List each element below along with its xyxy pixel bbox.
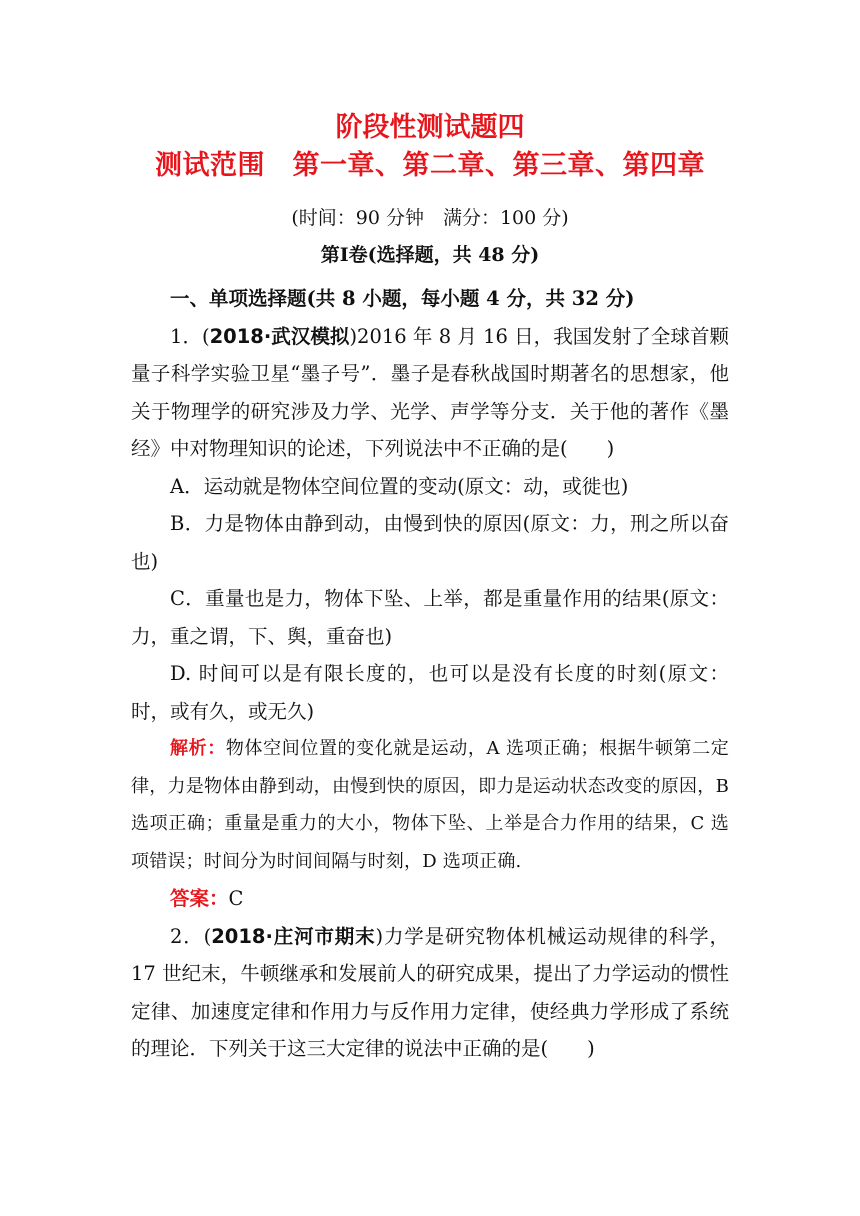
part-heading: 一、单项选择题(共 8 小题，每小题 4 分，共 32 分) (170, 287, 635, 310)
option-d: D. 时间可以是有限长度的，也可以是没有长度的时刻(原文：时，或有久，或无久) (131, 662, 729, 723)
question-number: 2．( (170, 924, 212, 948)
analysis (131, 730, 729, 880)
question-content (131, 280, 729, 1068)
question-number: 1．( (170, 324, 210, 348)
option-c: C．重量也是力，物体下坠、上举，都是重量作用的结果(原文：力，重之谓，下、舆，重奋也) (131, 587, 729, 648)
time-and-score-info: (时间：90 分钟 满分：100 分) (291, 207, 569, 229)
answer-value: C (228, 887, 244, 910)
answer (131, 880, 729, 918)
question-stem: )力学是研究物体机械运动规律的科学，17 世纪末，牛顿继承和发展前人的研究成果，提出了力学运动的惯性定律、加速度定律和作用力与反作用力定律，使经典力学形成了系统的理论．下列关于这三大定律的说法中正确的是( ) (131, 924, 729, 1060)
test-scope-subtitle: 测试范围 第一章、第二章、第三章、第四章 (155, 150, 705, 181)
option-a: A．运动就是物体空间位置的变动(原文：动，或徙也) (170, 474, 629, 498)
question-1 (131, 318, 729, 468)
question-source: 2018·庄河市期末 (211, 924, 376, 948)
page-title: 阶段性测试题四 (335, 112, 525, 143)
question-2 (131, 918, 729, 1068)
answer-label: 答案： (170, 887, 229, 910)
question-stem: )2016 年 8 月 16 日，我国发射了全球首颗量子科学实验卫星“墨子号”．墨子是春秋战国时期著名的思想家，他关于物理学的研究涉及力学、光学、声学等分支．关于他的著作《墨经》中对物理知识的论述，下列说法中不正确的是( ) (131, 324, 729, 460)
question-source: 2018·武汉模拟 (209, 324, 350, 348)
option-b: B．力是物体由静到动，由慢到快的原因(原文：力，刑之所以奋也) (131, 512, 729, 573)
volume-heading: 第Ⅰ卷(选择题，共 48 分) (320, 244, 540, 266)
analysis-label: 解析： (170, 738, 226, 759)
analysis-text: 物体空间位置的变化就是运动，A 选项正确；根据牛顿第二定律，力是物体由静到动，由慢到快的原因，即力是运动状态改变的原因，B 选项正确；重量是重力的大小，物体下坠、上举是合力作用的结果，C 选项错误；时间分为时间间隔与时刻，D 选项正确. (131, 738, 729, 872)
